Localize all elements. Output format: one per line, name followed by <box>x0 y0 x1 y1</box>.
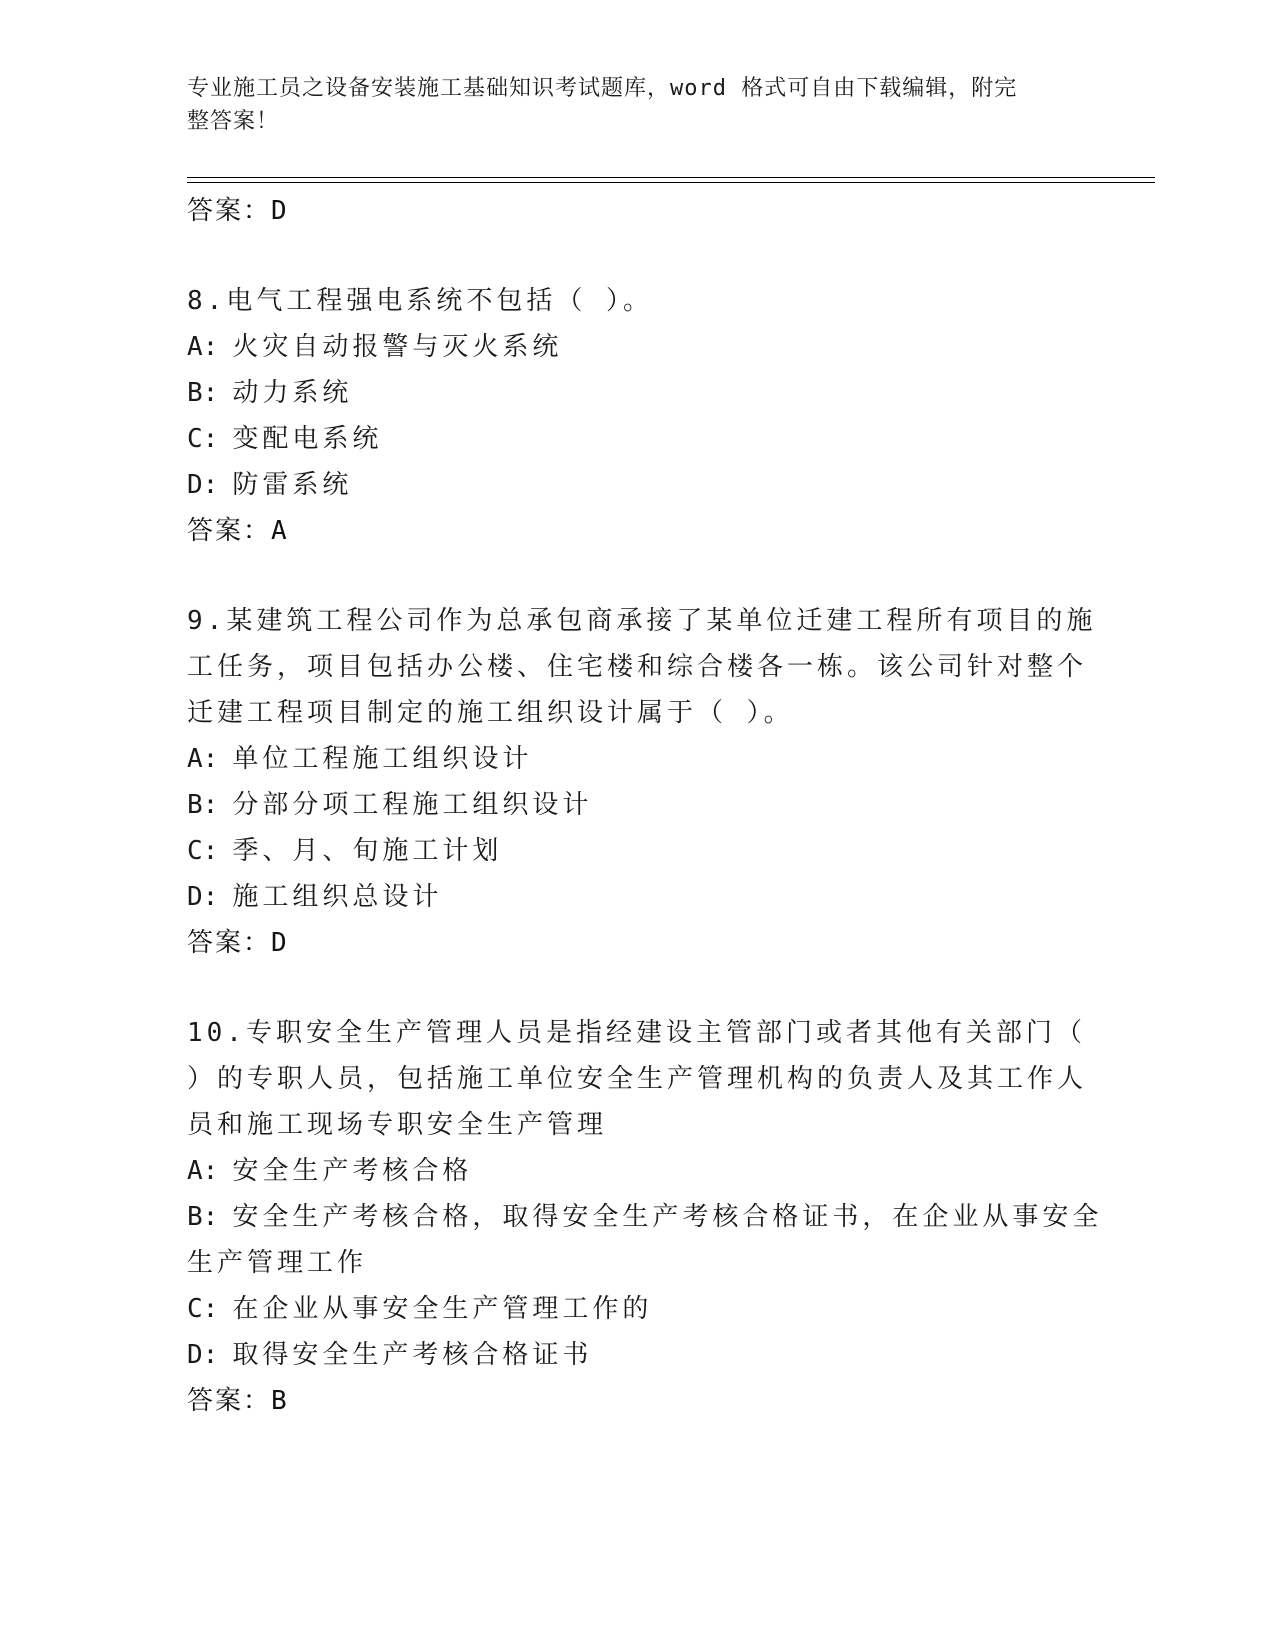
option-a: A: 单位工程施工组织设计 <box>187 744 533 774</box>
answer-label: 答案： <box>187 196 272 226</box>
answer-label: 答案： <box>187 516 272 546</box>
question-text-line: 9.某建筑工程公司作为总承包商承接了某单位迁建工程所有项目的施 <box>187 606 1097 636</box>
answer-value: A <box>271 516 289 546</box>
answer-label: 答案： <box>187 1386 272 1416</box>
header-rule-top <box>187 177 1155 178</box>
answer-line <box>187 508 1087 554</box>
option-c: C: 在企业从事安全生产管理工作的 <box>187 1294 653 1324</box>
question-text-line: 8.电气工程强电系统不包括（ ）。 <box>187 286 653 316</box>
header-line-2: 整答案！ <box>187 109 280 134</box>
option-b: B: 分部分项工程施工组织设计 <box>187 790 593 820</box>
option-d: D: 取得安全生产考核合格证书 <box>187 1340 593 1370</box>
question-text-line: 10.专职安全生产管理人员是指经建设主管部门或者其他有关部门（ <box>187 1018 1086 1048</box>
header-rule-bottom <box>187 182 1155 183</box>
question-number: 9. <box>187 606 227 636</box>
option-d: D: 防雷系统 <box>187 470 353 500</box>
question-text-line: 迁建工程项目制定的施工组织设计属于（ ）。 <box>187 698 794 728</box>
question-8 <box>187 278 1087 554</box>
page-header <box>187 72 1067 138</box>
question-text-line: ）的专职人员，包括施工单位安全生产管理机构的负责人及其工作人 <box>187 1064 1088 1094</box>
question-9 <box>187 598 1097 966</box>
question-number: 10. <box>187 1018 246 1048</box>
answer-value: D <box>271 928 289 958</box>
header-line-1: 专业施工员之设备安装施工基础知识考试题库，word 格式可自由下载编辑，附完 <box>187 76 1018 101</box>
question-number: 8. <box>187 286 227 316</box>
question-text-line: 员和施工现场专职安全生产管理 <box>187 1110 608 1140</box>
answer-value: D <box>271 196 289 226</box>
option-a: A: 火灾自动报警与灭火系统 <box>187 332 563 362</box>
option-c: C: 变配电系统 <box>187 424 383 454</box>
answer-line <box>187 1378 1087 1424</box>
option-b: B: 动力系统 <box>187 378 353 408</box>
option-d: D: 施工组织总设计 <box>187 882 443 912</box>
option-a: A: 安全生产考核合格 <box>187 1156 473 1186</box>
option-c: C: 季、月、旬施工计划 <box>187 836 503 866</box>
option-b: B: 安全生产考核合格，取得安全生产考核合格证书，在企业从事安全 <box>187 1202 1103 1232</box>
answer-line <box>187 188 1087 234</box>
answer-label: 答案： <box>187 928 272 958</box>
question-list <box>187 188 1103 1424</box>
answer-value: B <box>271 1386 289 1416</box>
question-text-line: 工任务，项目包括办公楼、住宅楼和综合楼各一栋。该公司针对整个 <box>187 652 1088 682</box>
option-b-continued: 生产管理工作 <box>187 1248 368 1278</box>
answer-line <box>187 920 1087 966</box>
question-10 <box>187 1010 1103 1424</box>
